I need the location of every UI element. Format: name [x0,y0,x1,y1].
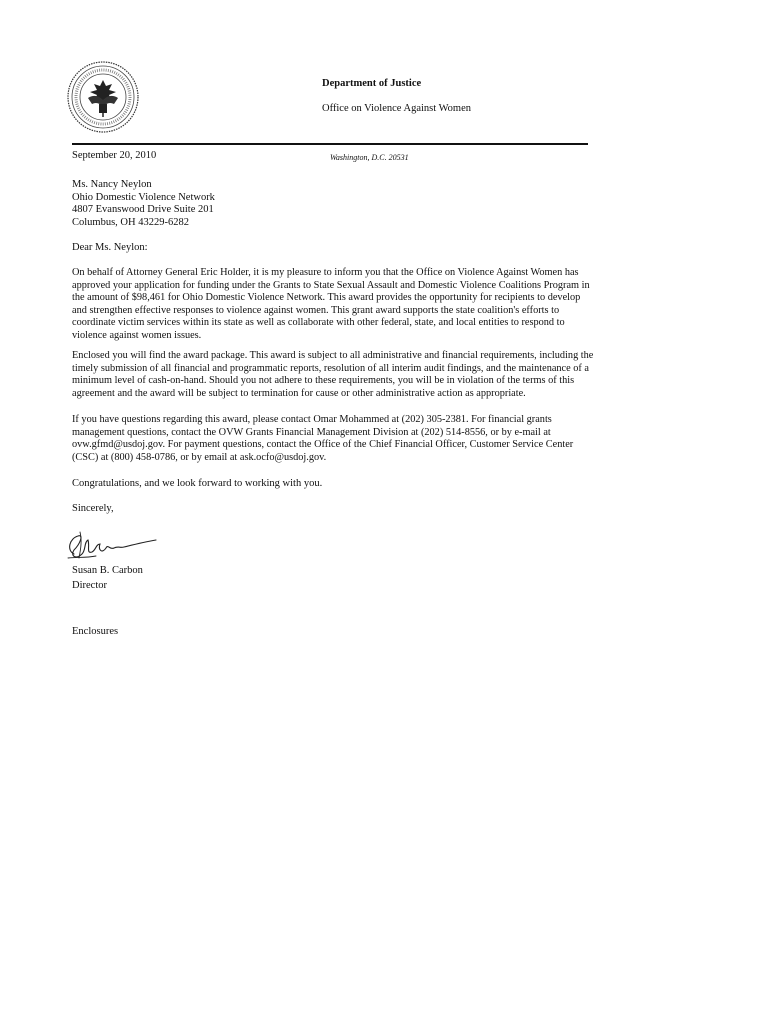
paragraph-line: agreement and the award will be subject to termination for cause or other administrative action as appropriate. [72,387,526,399]
paragraph-line: (CSC) at (800) 458-0786, or by email at ask.ocfo@usdoj.gov. [72,451,327,463]
recipient-address [72,179,215,229]
paragraph-line: Enclosed you will find the award package. This award is subject to all administrative and financial requirements, including the [72,350,594,361]
closing-line: Congratulations, and we look forward to working with you. [72,478,323,489]
paragraph-line: ovw.gfmd@usdoj.gov. For payment questions, contact the Office of the Chief Financial Officer, Customer Service Center [72,439,574,451]
office-name: Office on Violence Against Women [322,103,471,114]
body-paragraph [72,350,632,400]
salutation: Dear Ms. Neylon: [72,242,148,253]
paragraph-line: management questions, contact the OVW Grants Financial Management Division at (202) 514-8556, or by e-mail at [72,426,551,438]
recipient-city: Columbus, OH 43229-6282 [72,216,189,228]
recipient-organization: Ohio Domestic Violence Network [72,191,215,203]
recipient-street: 4807 Evanswood Drive Suite 201 [72,204,214,216]
paragraph-line: the amount of $98,461 for Ohio Domestic Violence Network. This award provides the opportunity for recipients to develop [72,292,581,304]
signer-title: Director [72,580,107,591]
paragraph-line: violence against women issues. [72,329,202,341]
department-name: Department of Justice [322,78,422,89]
paragraph-line: coordinate victim services within its state as well as collaborate with other federal, state, and local entities to respond to [72,317,565,329]
body-paragraph [72,414,632,464]
sign-off: Sincerely, [72,503,114,514]
agency-header [322,77,471,115]
enclosures-note: Enclosures [72,626,119,637]
paragraph-line: If you have questions regarding this award, please contact Omar Mohammed at (202) 305-2381. For financial grants [72,414,552,425]
paragraph-line: approved your application for funding under the Grants to State Sexual Assault and Domestic Violence Coalitions Program in [72,279,590,291]
recipient-name: Ms. Nancy Neylon [72,179,152,190]
paragraph-line: and strengthen effective responses to violence against women. This grant award supports the state coalition's efforts to [72,304,560,316]
paragraph-line: On behalf of Attorney General Eric Holder, it is my pleasure to inform you that the Office on Violence Against Women has [72,267,579,278]
handwritten-signature [62,528,160,564]
signer-block [72,563,143,593]
letter-date: September 20, 2010 [72,150,157,161]
office-location: Washington, D.C. 20531 [330,153,409,162]
paragraph-line: timely submission of all financial and programmatic reports, resolution of all interim audit findings, and the maintenance of a [72,362,589,374]
paragraph-line: minimum level of cash-on-hand. Should you not adhere to these requirements, you will be in violation of the terms of this [72,375,575,387]
body-paragraph [72,267,632,343]
header-divider [72,143,588,145]
doj-seal-icon [66,60,140,134]
signer-name: Susan B. Carbon [72,565,143,576]
